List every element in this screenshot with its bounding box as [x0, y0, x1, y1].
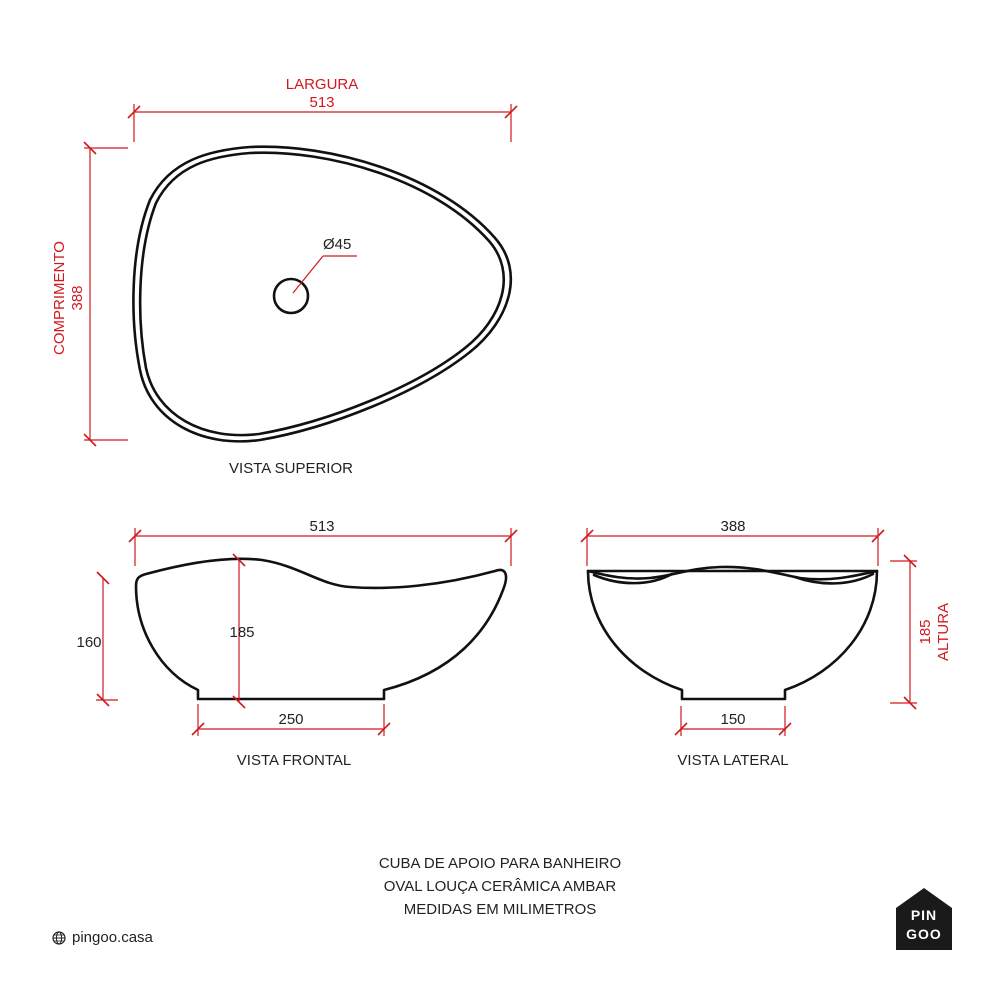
front-view-title: VISTA FRONTAL [236, 752, 352, 769]
side-view-title: VISTA LATERAL [677, 752, 789, 769]
front-base-value: 250 [278, 711, 304, 728]
logo-text-bottom: GOO [906, 926, 942, 942]
drain-diameter-label: Ø45 [323, 236, 352, 253]
top-view [51, 76, 517, 477]
product-caption [250, 852, 750, 921]
basin-side-rim [588, 567, 877, 579]
top-length-value: 388 [69, 285, 86, 311]
top-view-title: VISTA SUPERIOR [229, 460, 353, 477]
top-width-value: 513 [309, 94, 335, 111]
caption-line-3: MEDIDAS EM MILIMETROS [403, 901, 597, 918]
side-view [581, 518, 952, 769]
basin-top-outline-inner [140, 153, 504, 435]
drain-leader [293, 256, 323, 293]
front-left-height-value: 160 [76, 634, 102, 651]
front-view [76, 518, 517, 769]
caption-line-2: OVAL LOUÇA CERÂMICA AMBAR [383, 878, 617, 895]
globe-icon [52, 931, 66, 945]
caption-line-1: CUBA DE APOIO PARA BANHEIRO [378, 855, 622, 872]
side-height-title: ALTURA [935, 602, 952, 662]
side-base-value: 150 [720, 711, 746, 728]
drain-hole [274, 279, 308, 313]
side-height-value: 185 [917, 619, 934, 645]
brand-logo [896, 888, 952, 950]
front-inner-height-value: 185 [229, 624, 255, 641]
top-length-title: COMPRIMENTO [51, 241, 68, 355]
basin-side-outline [588, 571, 877, 699]
front-width-value: 513 [309, 518, 335, 535]
basin-front-outline [136, 559, 506, 699]
website-text[interactable]: pingoo.casa [72, 929, 153, 946]
side-width-value: 388 [720, 518, 746, 535]
website-link[interactable] [52, 929, 153, 946]
top-width-title: LARGURA [285, 76, 359, 93]
basin-top-outline-outer [133, 147, 510, 442]
logo-text-top: PIN [910, 907, 938, 923]
